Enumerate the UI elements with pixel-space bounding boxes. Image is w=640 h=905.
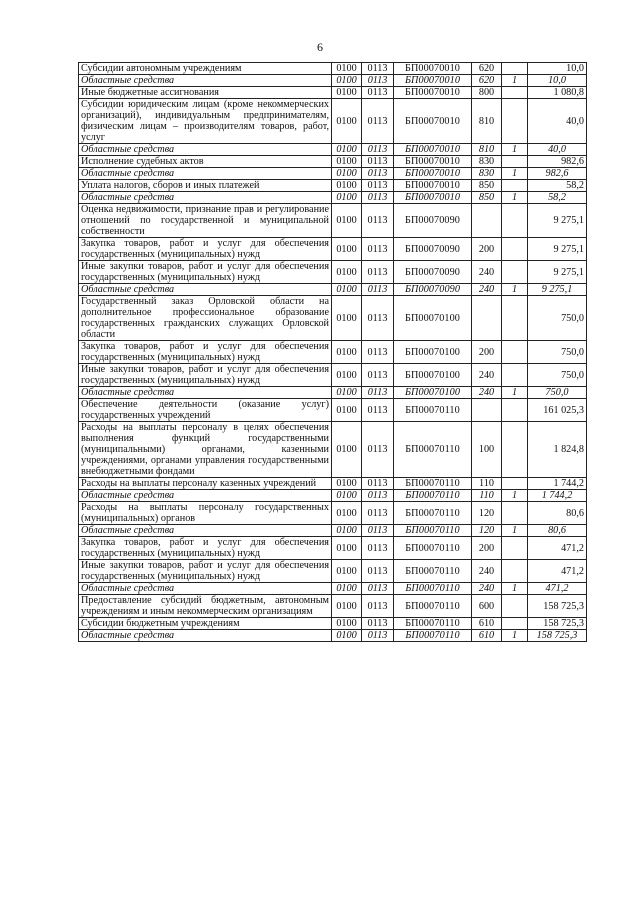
row-source: 1 — [502, 284, 528, 296]
row-section-code: 0113 — [362, 204, 394, 238]
table-row — [79, 560, 587, 583]
row-amount: 9 275,1 — [528, 204, 587, 238]
row-name: Исполнение судебных актов — [79, 156, 332, 168]
row-source — [502, 99, 528, 144]
table-row-regional-funds — [79, 192, 587, 204]
row-target-code: БП00070010 — [394, 99, 472, 144]
row-amount: 750,0 — [528, 387, 587, 399]
row-source — [502, 399, 528, 422]
row-expense-type: 800 — [472, 87, 502, 99]
row-gov-code: 0100 — [332, 537, 362, 560]
row-name: Субсидии бюджетным учреждениям — [79, 618, 332, 630]
row-gov-code: 0100 — [332, 99, 362, 144]
row-name: Субсидии автономным учреждениям — [79, 63, 332, 75]
row-name: Областные средства — [79, 583, 332, 595]
row-section-code: 0113 — [362, 87, 394, 99]
row-gov-code: 0100 — [332, 87, 362, 99]
row-source — [502, 595, 528, 618]
table-row — [79, 502, 587, 525]
row-source — [502, 560, 528, 583]
row-target-code: БП00070110 — [394, 630, 472, 642]
row-section-code: 0113 — [362, 422, 394, 478]
row-name: Закупка товаров, работ и услуг для обеспечения государственных (муниципальных) нужд — [79, 341, 332, 364]
row-name: Областные средства — [79, 144, 332, 156]
row-amount: 9 275,1 — [528, 284, 587, 296]
row-target-code: БП00070010 — [394, 144, 472, 156]
table-row-regional-funds — [79, 168, 587, 180]
row-name: Иные закупки товаров, работ и услуг для обеспечения государственных (муниципальных) нужд — [79, 560, 332, 583]
row-section-code: 0113 — [362, 168, 394, 180]
row-section-code: 0113 — [362, 490, 394, 502]
row-name: Областные средства — [79, 168, 332, 180]
row-source — [502, 261, 528, 284]
table-row — [79, 595, 587, 618]
row-target-code: БП00070110 — [394, 618, 472, 630]
row-amount: 982,6 — [528, 168, 587, 180]
row-section-code: 0113 — [362, 284, 394, 296]
row-name: Обеспечение деятельности (оказание услуг) государственных учреждений — [79, 399, 332, 422]
row-amount: 58,2 — [528, 180, 587, 192]
row-gov-code: 0100 — [332, 180, 362, 192]
row-expense-type — [472, 296, 502, 341]
row-source — [502, 618, 528, 630]
row-expense-type: 810 — [472, 99, 502, 144]
row-expense-type: 830 — [472, 168, 502, 180]
row-gov-code: 0100 — [332, 525, 362, 537]
row-target-code: БП00070010 — [394, 156, 472, 168]
row-section-code: 0113 — [362, 296, 394, 341]
row-source — [502, 204, 528, 238]
row-gov-code: 0100 — [332, 204, 362, 238]
row-amount: 982,6 — [528, 156, 587, 168]
row-name: Иные закупки товаров, работ и услуг для обеспечения государственных (муниципальных) нужд — [79, 364, 332, 387]
row-expense-type: 850 — [472, 192, 502, 204]
budget-table — [78, 62, 587, 642]
row-target-code: БП00070010 — [394, 192, 472, 204]
row-target-code: БП00070110 — [394, 490, 472, 502]
table-row — [79, 364, 587, 387]
row-name: Закупка товаров, работ и услуг для обеспечения государственных (муниципальных) нужд — [79, 537, 332, 560]
row-expense-type — [472, 204, 502, 238]
row-section-code: 0113 — [362, 238, 394, 261]
row-amount: 9 275,1 — [528, 261, 587, 284]
row-source — [502, 156, 528, 168]
row-expense-type: 850 — [472, 180, 502, 192]
row-name: Расходы на выплаты персоналу государственных (муниципальных) органов — [79, 502, 332, 525]
row-name: Государственный заказ Орловской области на дополнительное профессиональное образование государственных гражданских служащих Орловской области — [79, 296, 332, 341]
row-target-code: БП00070110 — [394, 560, 472, 583]
row-expense-type: 620 — [472, 63, 502, 75]
row-name: Областные средства — [79, 192, 332, 204]
row-amount: 58,2 — [528, 192, 587, 204]
table-row-regional-funds — [79, 583, 587, 595]
row-gov-code: 0100 — [332, 387, 362, 399]
table-row — [79, 87, 587, 99]
row-amount: 750,0 — [528, 341, 587, 364]
row-amount: 750,0 — [528, 296, 587, 341]
table-row — [79, 399, 587, 422]
row-target-code: БП00070010 — [394, 63, 472, 75]
table-row — [79, 618, 587, 630]
row-gov-code: 0100 — [332, 595, 362, 618]
row-gov-code: 0100 — [332, 168, 362, 180]
row-target-code: БП00070010 — [394, 168, 472, 180]
row-target-code: БП00070090 — [394, 204, 472, 238]
row-target-code: БП00070110 — [394, 595, 472, 618]
row-section-code: 0113 — [362, 156, 394, 168]
row-target-code: БП00070100 — [394, 387, 472, 399]
budget-table-body — [79, 63, 587, 642]
row-section-code: 0113 — [362, 63, 394, 75]
row-source — [502, 341, 528, 364]
row-source — [502, 478, 528, 490]
row-expense-type: 120 — [472, 502, 502, 525]
row-expense-type: 600 — [472, 595, 502, 618]
row-source — [502, 537, 528, 560]
row-gov-code: 0100 — [332, 192, 362, 204]
row-source: 1 — [502, 525, 528, 537]
row-name: Областные средства — [79, 387, 332, 399]
row-gov-code: 0100 — [332, 238, 362, 261]
row-source: 1 — [502, 192, 528, 204]
row-amount: 1 744,2 — [528, 490, 587, 502]
row-amount: 10,0 — [528, 75, 587, 87]
row-source: 1 — [502, 144, 528, 156]
row-name: Субсидии юридическим лицам (кроме некоммерческих организаций), индивидуальным предпринимателям, физическим лицам – производителям товаров, работ, услуг — [79, 99, 332, 144]
row-target-code: БП00070010 — [394, 180, 472, 192]
row-target-code: БП00070110 — [394, 422, 472, 478]
table-row — [79, 261, 587, 284]
row-target-code: БП00070110 — [394, 583, 472, 595]
table-row — [79, 537, 587, 560]
row-name: Уплата налогов, сборов и иных платежей — [79, 180, 332, 192]
row-source — [502, 364, 528, 387]
row-expense-type: 120 — [472, 525, 502, 537]
row-section-code: 0113 — [362, 364, 394, 387]
row-name: Расходы на выплаты персоналу казенных учреждений — [79, 478, 332, 490]
row-source: 1 — [502, 630, 528, 642]
row-gov-code: 0100 — [332, 341, 362, 364]
row-section-code: 0113 — [362, 261, 394, 284]
table-row — [79, 478, 587, 490]
table-row-regional-funds — [79, 75, 587, 87]
row-section-code: 0113 — [362, 595, 394, 618]
row-target-code: БП00070110 — [394, 525, 472, 537]
row-name: Областные средства — [79, 630, 332, 642]
row-target-code: БП00070100 — [394, 296, 472, 341]
row-expense-type: 100 — [472, 422, 502, 478]
row-amount: 80,6 — [528, 525, 587, 537]
row-source — [502, 502, 528, 525]
row-amount: 158 725,3 — [528, 595, 587, 618]
table-row — [79, 296, 587, 341]
row-section-code: 0113 — [362, 99, 394, 144]
row-section-code: 0113 — [362, 583, 394, 595]
table-row — [79, 204, 587, 238]
row-source: 1 — [502, 75, 528, 87]
row-amount: 471,2 — [528, 583, 587, 595]
row-amount: 80,6 — [528, 502, 587, 525]
row-expense-type: 620 — [472, 75, 502, 87]
row-expense-type: 610 — [472, 630, 502, 642]
row-gov-code: 0100 — [332, 63, 362, 75]
row-target-code: БП00070100 — [394, 341, 472, 364]
row-gov-code: 0100 — [332, 144, 362, 156]
row-expense-type: 240 — [472, 387, 502, 399]
row-source: 1 — [502, 387, 528, 399]
row-section-code: 0113 — [362, 387, 394, 399]
row-gov-code: 0100 — [332, 75, 362, 87]
row-name: Оценка недвижимости, признание прав и регулирование отношений по государственной и муниципальной собственности — [79, 204, 332, 238]
row-gov-code: 0100 — [332, 296, 362, 341]
row-target-code: БП00070090 — [394, 238, 472, 261]
row-gov-code: 0100 — [332, 502, 362, 525]
row-section-code: 0113 — [362, 560, 394, 583]
row-gov-code: 0100 — [332, 630, 362, 642]
row-name: Иные закупки товаров, работ и услуг для обеспечения государственных (муниципальных) нужд — [79, 261, 332, 284]
row-section-code: 0113 — [362, 144, 394, 156]
row-section-code: 0113 — [362, 192, 394, 204]
row-gov-code: 0100 — [332, 364, 362, 387]
row-section-code: 0113 — [362, 180, 394, 192]
table-row-regional-funds — [79, 284, 587, 296]
table-row-regional-funds — [79, 490, 587, 502]
row-source: 1 — [502, 583, 528, 595]
row-gov-code: 0100 — [332, 284, 362, 296]
row-gov-code: 0100 — [332, 156, 362, 168]
table-row — [79, 180, 587, 192]
row-amount: 471,2 — [528, 537, 587, 560]
table-row-regional-funds — [79, 144, 587, 156]
row-section-code: 0113 — [362, 618, 394, 630]
row-amount: 40,0 — [528, 144, 587, 156]
row-source — [502, 238, 528, 261]
row-amount: 750,0 — [528, 364, 587, 387]
row-section-code: 0113 — [362, 502, 394, 525]
row-source — [502, 87, 528, 99]
row-gov-code: 0100 — [332, 261, 362, 284]
row-source: 1 — [502, 168, 528, 180]
row-expense-type: 200 — [472, 341, 502, 364]
row-gov-code: 0100 — [332, 583, 362, 595]
row-section-code: 0113 — [362, 525, 394, 537]
row-expense-type: 200 — [472, 537, 502, 560]
row-amount: 40,0 — [528, 99, 587, 144]
table-row-regional-funds — [79, 630, 587, 642]
table-row — [79, 238, 587, 261]
row-amount: 1 080,8 — [528, 87, 587, 99]
row-amount: 158 725,3 — [528, 630, 587, 642]
row-target-code: БП00070110 — [394, 399, 472, 422]
row-section-code: 0113 — [362, 630, 394, 642]
row-amount: 1 744,2 — [528, 478, 587, 490]
row-source — [502, 63, 528, 75]
table-row — [79, 341, 587, 364]
row-section-code: 0113 — [362, 537, 394, 560]
table-row-regional-funds — [79, 387, 587, 399]
row-expense-type: 830 — [472, 156, 502, 168]
row-name: Расходы на выплаты персоналу в целях обеспечения выполнения функций государственными (муниципальными) органами, казенными учреждениями, органами управления государственными внебюджетными фондами — [79, 422, 332, 478]
row-name: Областные средства — [79, 284, 332, 296]
row-target-code: БП00070090 — [394, 261, 472, 284]
row-gov-code: 0100 — [332, 618, 362, 630]
row-target-code: БП00070110 — [394, 537, 472, 560]
row-name: Областные средства — [79, 525, 332, 537]
row-amount: 158 725,3 — [528, 618, 587, 630]
row-amount: 9 275,1 — [528, 238, 587, 261]
row-target-code: БП00070010 — [394, 75, 472, 87]
row-expense-type: 610 — [472, 618, 502, 630]
row-gov-code: 0100 — [332, 490, 362, 502]
table-row — [79, 99, 587, 144]
row-target-code: БП00070110 — [394, 502, 472, 525]
row-expense-type: 240 — [472, 261, 502, 284]
row-name: Областные средства — [79, 75, 332, 87]
row-gov-code: 0100 — [332, 422, 362, 478]
row-target-code: БП00070100 — [394, 364, 472, 387]
row-expense-type: 110 — [472, 490, 502, 502]
row-source — [502, 422, 528, 478]
row-name: Предоставление субсидий бюджетным, автономным учреждениям и иным некоммерческим организациям — [79, 595, 332, 618]
row-section-code: 0113 — [362, 75, 394, 87]
row-target-code: БП00070010 — [394, 87, 472, 99]
row-expense-type: 240 — [472, 284, 502, 296]
row-name: Закупка товаров, работ и услуг для обеспечения государственных (муниципальных) нужд — [79, 238, 332, 261]
row-source: 1 — [502, 490, 528, 502]
row-section-code: 0113 — [362, 341, 394, 364]
row-source — [502, 180, 528, 192]
row-gov-code: 0100 — [332, 478, 362, 490]
row-expense-type: 240 — [472, 583, 502, 595]
table-row — [79, 156, 587, 168]
row-target-code: БП00070110 — [394, 478, 472, 490]
row-source — [502, 296, 528, 341]
row-expense-type: 110 — [472, 478, 502, 490]
row-section-code: 0113 — [362, 478, 394, 490]
row-expense-type — [472, 399, 502, 422]
row-expense-type: 810 — [472, 144, 502, 156]
row-amount: 161 025,3 — [528, 399, 587, 422]
row-gov-code: 0100 — [332, 560, 362, 583]
table-row-regional-funds — [79, 525, 587, 537]
row-expense-type: 240 — [472, 364, 502, 387]
row-name: Иные бюджетные ассигнования — [79, 87, 332, 99]
row-amount: 471,2 — [528, 560, 587, 583]
row-name: Областные средства — [79, 490, 332, 502]
row-section-code: 0113 — [362, 399, 394, 422]
row-amount: 1 824,8 — [528, 422, 587, 478]
row-expense-type: 240 — [472, 560, 502, 583]
row-expense-type: 200 — [472, 238, 502, 261]
row-amount: 10,0 — [528, 63, 587, 75]
table-row — [79, 422, 587, 478]
table-row — [79, 63, 587, 75]
row-target-code: БП00070090 — [394, 284, 472, 296]
row-gov-code: 0100 — [332, 399, 362, 422]
page-number: 6 — [317, 40, 323, 54]
